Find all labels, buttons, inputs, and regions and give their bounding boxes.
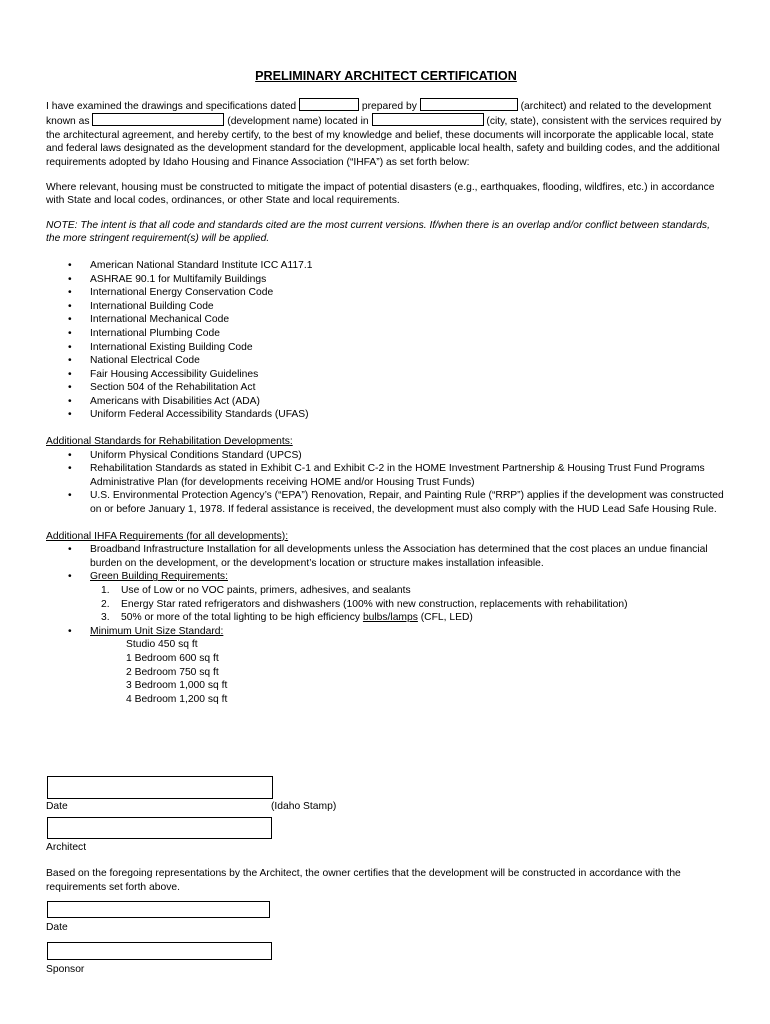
unit-sizes — [46, 638, 726, 706]
owner-statement: Based on the foregoing representations by the Architect, the owner certifies that the development will be constructed in accordance with the requirements set forth above. — [46, 868, 681, 893]
idaho-stamp-label: (Idaho Stamp) — [271, 801, 337, 812]
green-heading: Green Building Requirements: — [90, 571, 228, 583]
page-title: PRELIMINARY ARCHITECT CERTIFICATION — [255, 69, 517, 83]
rehab-list — [46, 449, 726, 517]
list-item: • National Electrical Code — [46, 354, 726, 368]
city-state-field[interactable] — [372, 113, 484, 126]
rehab-heading: Additional Standards for Rehabilitation Developments: — [46, 436, 293, 448]
list-item: • U.S. Environmental Protection Agency’s (“EPA”) Renovation, Repair, and Painting Rule (“RRP”) applies if the development was constructed on or before January 1, 1978. If federal assistance is received, the development must also comply with the HUD Lead Safe Housing Rule. — [46, 489, 726, 516]
list-item: • International Plumbing Code — [46, 327, 726, 341]
list-item: • International Mechanical Code — [46, 313, 726, 327]
list-item: • Broadband Infrastructure Installation for all developments unless the Association has determined that the cost places an undue financial burden on the development, or the development’s location or structure makes installation infeasible. — [46, 543, 726, 570]
sponsor-label: Sponsor — [46, 964, 85, 975]
architect-field[interactable] — [420, 98, 518, 111]
list-item — [46, 570, 726, 584]
list-item: 1. Use of Low or no VOC paints, primers, adhesives, and sealants — [101, 585, 411, 596]
drawings-date-field[interactable] — [299, 98, 359, 111]
ihfa-heading: Additional IHFA Requirements (for all developments): — [46, 530, 289, 542]
architect-label: Architect — [46, 842, 87, 853]
architect-signature-field[interactable] — [47, 817, 272, 839]
where-relevant-paragraph: Where relevant, housing must be constructed to mitigate the impact of potential disasters (e.g., earthquakes, flooding, wildfires, etc.) in accordance with State and local codes, ordinances, or other State and local requirements. — [46, 181, 715, 207]
ihfa-list — [46, 543, 726, 584]
unit-size-item: 2 Bedroom 750 sq ft — [126, 666, 219, 678]
list-item: • Rehabilitation Standards as stated in Exhibit C-1 and Exhibit C-2 in the HOME Investment Partnership & Housing Trust Fund Programs Administrative Plan (for developments receiving HOME and/or Housing Trust Funds) — [46, 462, 726, 489]
sponsor-signature-field[interactable] — [47, 942, 272, 960]
list-item: • International Building Code — [46, 300, 726, 314]
intro-paragraph: I have examined the drawings and specifications dated prepared by (architect) and related to the development known as (development name) located in (city, state), consistent with the services required by the architectural agreement, and hereby certify, to the best of my knowledge and belief, these documents will incorporate the applicable local, state and federal laws designated as the development standard for the development, applicable local health, safety and building codes, and the additional requirements adopted by Idaho Housing and Finance Association (“IHFA”) as set forth below: — [46, 98, 726, 170]
list-item: 3. 50% or more of the total lighting to be high efficiency bulbs/lamps (CFL, LED) — [101, 612, 473, 624]
unit-size-item: 1 Bedroom 600 sq ft — [126, 652, 219, 664]
unit-size-heading: Minimum Unit Size Standard: — [90, 625, 224, 637]
list-item: • American National Standard Institute ICC A117.1 — [46, 259, 726, 273]
list-item: • Uniform Physical Conditions Standard (UPCS) — [46, 449, 726, 463]
unit-size-item: 3 Bedroom 1,000 sq ft — [126, 680, 228, 692]
note-paragraph: NOTE: The intent is that all code and standards cited are the most current versions. If/when there is an overlap and/or conflict between standards, the more stringent requirement(s) will be applied. — [46, 219, 710, 245]
unit-size-item: Studio 450 sq ft — [126, 639, 198, 651]
unit-size-item: 4 Bedroom 1,200 sq ft — [126, 693, 228, 705]
unit-size-list — [46, 625, 726, 639]
list-item — [46, 625, 726, 639]
date-label-2: Date — [46, 922, 68, 933]
green-list — [46, 584, 726, 625]
rehab-section — [46, 435, 726, 517]
development-name-field[interactable] — [92, 113, 224, 126]
ihfa-section — [46, 530, 726, 707]
list-item: • Uniform Federal Accessibility Standards (UFAS) — [46, 408, 726, 422]
list-item: 2. Energy Star rated refrigerators and dishwashers (100% with new construction, replacements with rehabilitation) — [101, 598, 628, 610]
list-item: • ASHRAE 90.1 for Multifamily Buildings — [46, 273, 726, 287]
list-item: • Fair Housing Accessibility Guidelines — [46, 368, 726, 382]
list-item: • Americans with Disabilities Act (ADA) — [46, 395, 726, 409]
list-item: • International Existing Building Code — [46, 341, 726, 355]
codes-list — [46, 259, 726, 422]
list-item: • International Energy Conservation Code — [46, 286, 726, 300]
architect-date-field[interactable] — [47, 776, 273, 799]
list-item: • Section 504 of the Rehabilitation Act — [46, 381, 726, 395]
sponsor-date-field[interactable] — [47, 901, 270, 918]
date-label: Date — [46, 801, 68, 812]
certification-body — [46, 66, 726, 706]
